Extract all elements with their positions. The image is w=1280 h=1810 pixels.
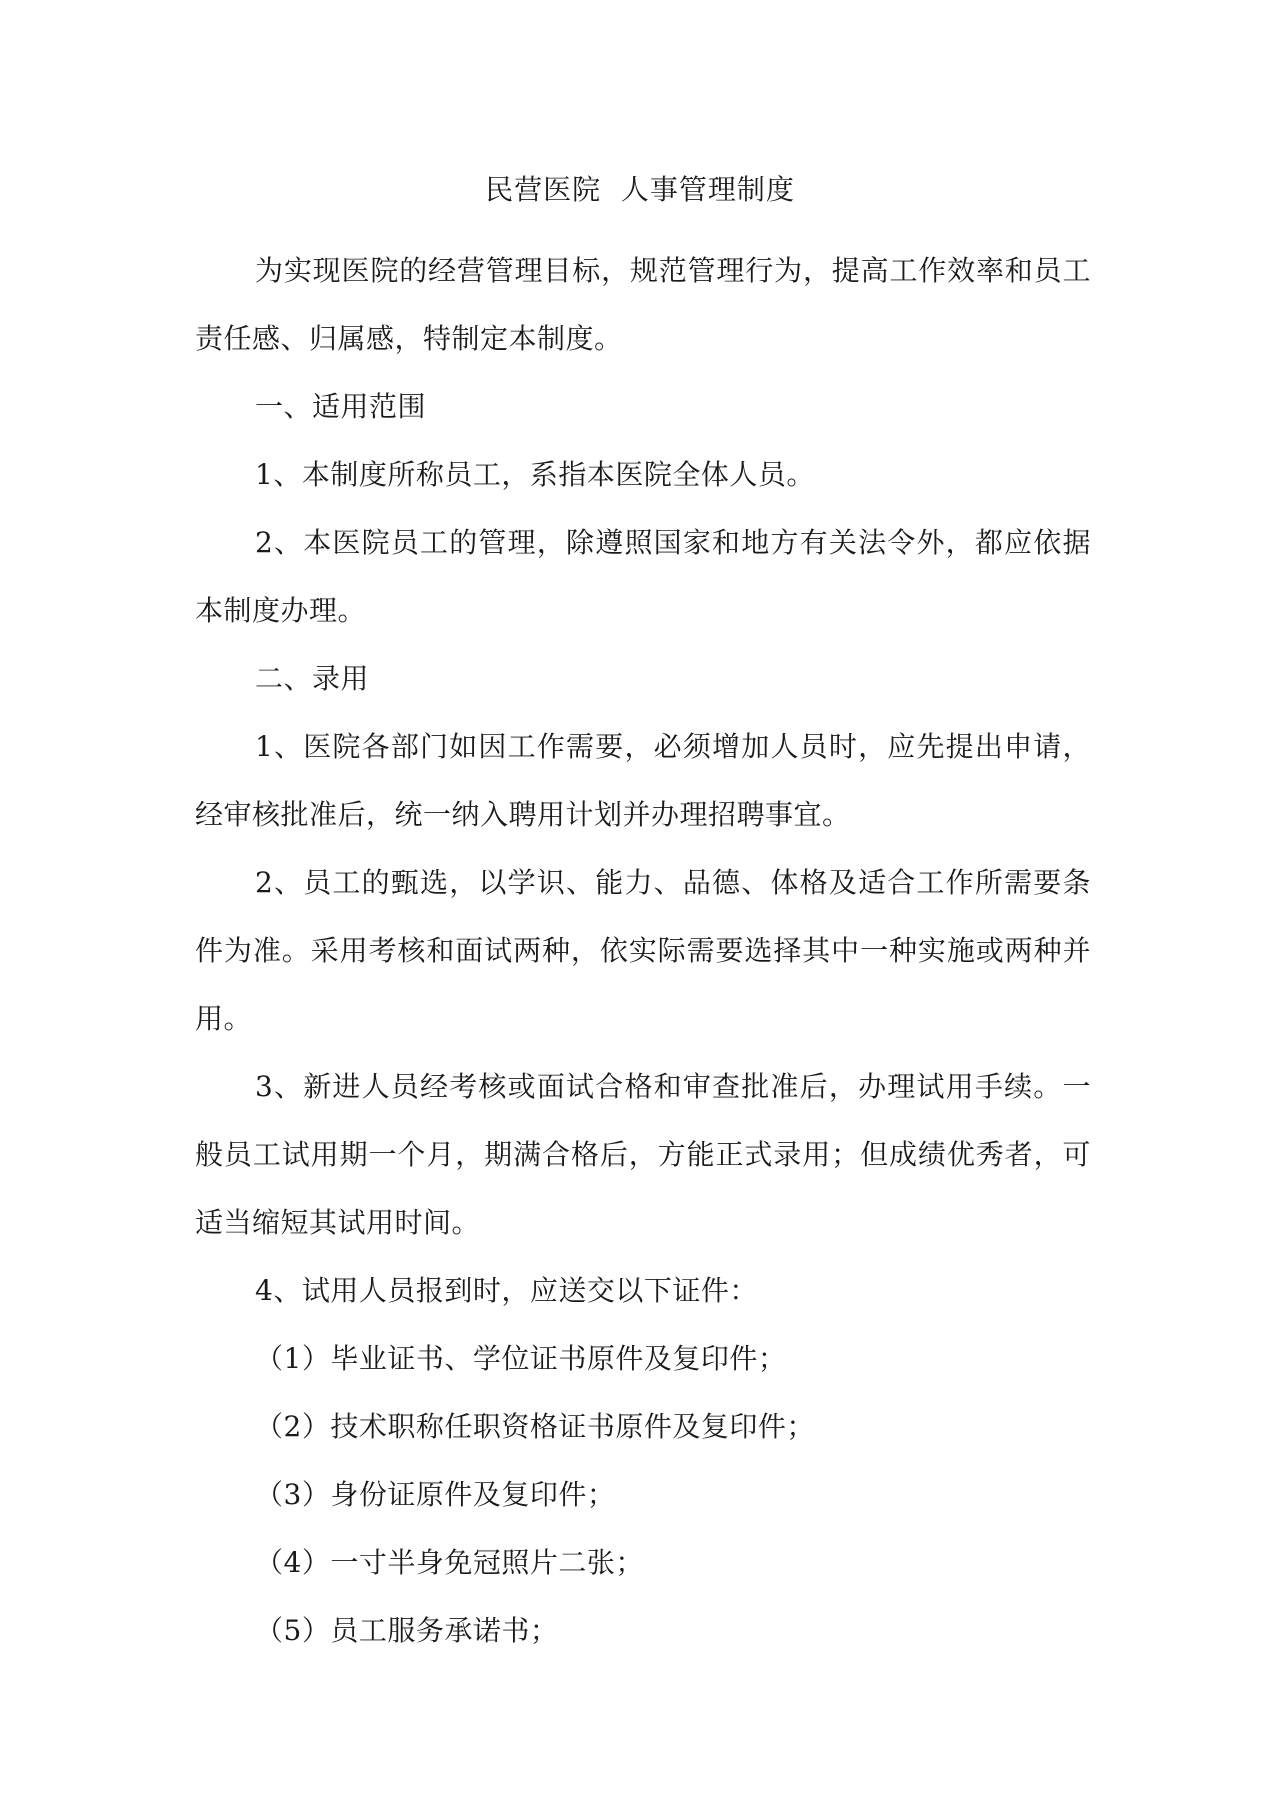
required-document-4: （4）一寸半身免冠照片二张； <box>255 1546 644 1579</box>
required-document-3: （3）身份证原件及复印件； <box>255 1478 616 1511</box>
hiring-item-3: 3、新进人员经考核或面试合格和审查批准后，办理试用手续。一般员工试用期一个月，期满合格后，方能正式录用；但成绩优秀者，可适当缩短其试用时间。 <box>195 1070 1091 1239</box>
required-document-2: （2）技术职称任职资格证书原件及复印件； <box>255 1410 815 1443</box>
section-heading-scope: 一、适用范围 <box>255 390 427 423</box>
hiring-item-4: 4、试用人员报到时，应送交以下证件： <box>255 1274 758 1307</box>
scope-item-2: 2、本医院员工的管理，除遵照国家和地方有关法令外，都应依据本制度办理。 <box>195 526 1091 627</box>
scope-item-1: 1、本制度所称员工，系指本医院全体人员。 <box>255 458 815 491</box>
hiring-item-1: 1、医院各部门如因工作需要，必须增加人员时，应先提出申请，经审核批准后，统一纳入聘用计划并办理招聘事宜。 <box>195 730 1091 831</box>
hiring-item-2: 2、员工的甄选，以学识、能力、品德、体格及适合工作所需要条件为准。采用考核和面试两种，依实际需要选择其中一种实施或两种并用。 <box>195 866 1091 1035</box>
required-document-5: （5）员工服务承诺书； <box>255 1614 559 1647</box>
section-heading-hiring: 二、录用 <box>255 662 370 695</box>
document-title: 民营医院 人事管理制度 <box>485 173 795 206</box>
required-document-1: （1）毕业证书、学位证书原件及复印件； <box>255 1342 787 1375</box>
document-body <box>195 237 1091 1665</box>
intro-paragraph: 为实现医院的经营管理目标，规范管理行为，提高工作效率和员工责任感、归属感，特制定本制度。 <box>195 254 1091 355</box>
